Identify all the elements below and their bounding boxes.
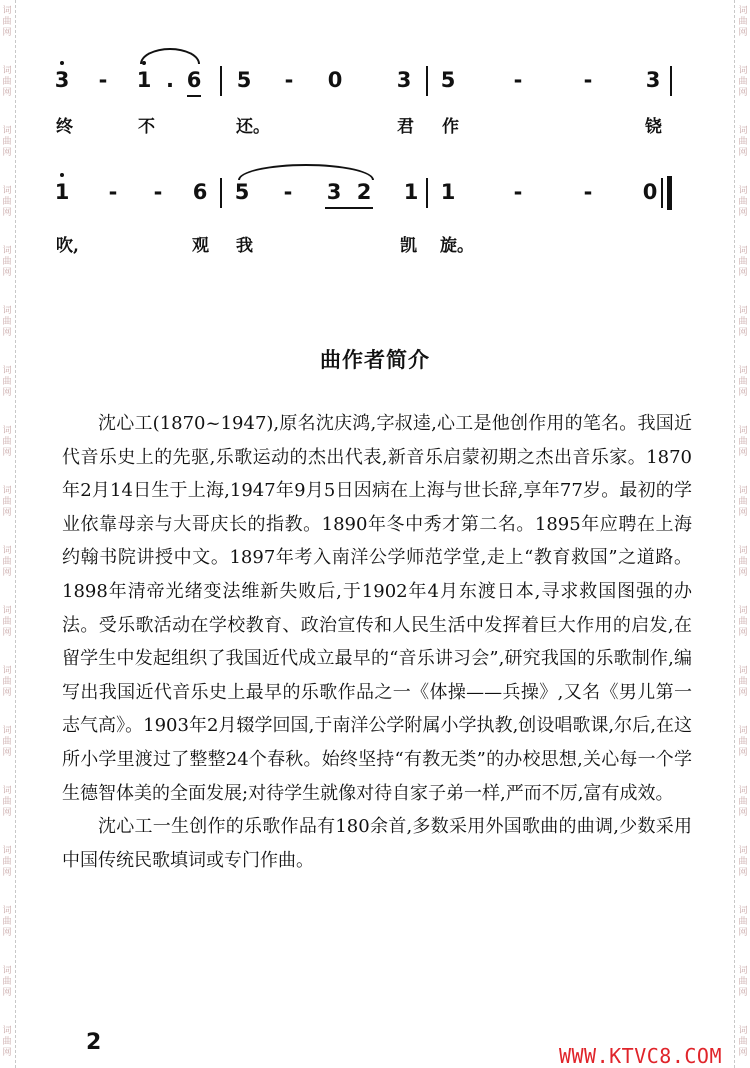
- note-dot: .: [166, 68, 174, 92]
- watermark-glyphs: [1, 786, 13, 819]
- watermark-glyph: 网: [2, 748, 12, 758]
- watermark-glyph: 曲: [2, 497, 12, 507]
- watermark-glyphs: [1, 546, 13, 579]
- watermark-glyph: 词: [2, 66, 12, 76]
- watermark-glyph: 词: [2, 546, 12, 556]
- watermark-glyph: 网: [2, 328, 12, 338]
- eighth-underline: [187, 95, 201, 97]
- watermark-glyph: 网: [738, 568, 748, 578]
- watermark-glyphs: [1, 6, 13, 39]
- watermark-glyph: 词: [2, 786, 12, 796]
- slur-arc: [238, 164, 374, 180]
- watermark-glyph: 曲: [738, 17, 748, 27]
- note-dash: -: [583, 68, 593, 92]
- watermark-glyph: 曲: [2, 737, 12, 747]
- watermark-glyph: 网: [2, 508, 12, 518]
- watermark-glyph: 词: [2, 306, 12, 316]
- section-title: 曲作者简介: [320, 348, 430, 372]
- paragraph: 沈心工(1870~1947),原名沈庆鸿,字叔逵,心工是他创作用的笔名。我国近代音乐史上的先驱,乐歌运动的杰出代表,新音乐启蒙初期之杰出音乐家。1870年2月14日生于上海,1947年9月5日因病在上海与世长辞,享年77岁。最初的学业依靠母亲与大哥庆长的指教。1890年冬中秀才第二名。1895年应聘在上海约翰书院讲授中文。1897年考入南洋公学师范学堂,走上“教育救国”之道路。1898年清帝光绪变法维新失败后,于1902年4月东渡日本,寻求救国图强的办法。受乐歌活动在学校教育、政治宣传和人民生活中发挥着巨大作用的启发,在留学生中发起组织了我国近代成立最早的“音乐讲习会”,研究我国的乐歌制作,编写出我国近代音乐史上最早的乐歌作品之一《体操——兵操》,又名《男儿第一志气高》。1903年2月辍学回国,于南洋公学附属小学执教,创设唱歌课,尔后,在这所小学里渡过了整整24个春秋。始终坚持“有教无类”的办校思想,关心每一个学生德智体美的全面发展;对待学生就像对待自家子弟一样,严而不厉,富有成效。: [62, 413, 692, 804]
- watermark-glyph: 网: [738, 388, 748, 398]
- watermark-glyph: 曲: [2, 797, 12, 807]
- watermark-glyph: 网: [2, 568, 12, 578]
- lyric: 终: [56, 117, 73, 137]
- watermark-glyph: 词: [2, 1026, 12, 1036]
- lyric: 不: [138, 117, 155, 137]
- watermark-glyph: 词: [738, 906, 748, 916]
- watermark-glyph: 词: [2, 246, 12, 256]
- watermark-glyph: 网: [2, 628, 12, 638]
- left-dashed-border: [15, 0, 16, 1068]
- note-dash: -: [108, 180, 118, 204]
- watermark-glyphs: [737, 666, 749, 699]
- watermark-glyph: 曲: [738, 677, 748, 687]
- watermark-glyph: 曲: [2, 857, 12, 867]
- watermark-glyph: 词: [738, 966, 748, 976]
- watermark-glyph: 曲: [738, 797, 748, 807]
- barline: [220, 66, 222, 96]
- watermark-glyph: 词: [738, 606, 748, 616]
- watermark-glyph: 网: [2, 928, 12, 938]
- watermark-glyph: 词: [738, 66, 748, 76]
- watermark-glyphs: [737, 726, 749, 759]
- note: 1: [54, 180, 70, 204]
- watermark-glyph: 曲: [2, 257, 12, 267]
- watermark-glyph: 曲: [738, 197, 748, 207]
- watermark-glyph: 网: [2, 88, 12, 98]
- lyric: 观: [192, 236, 209, 256]
- watermark-glyph: 曲: [738, 377, 748, 387]
- site-watermark-url: WWW.KTVC8.COM: [558, 1044, 722, 1068]
- watermark-glyph: 曲: [738, 857, 748, 867]
- watermark-glyph: 词: [2, 366, 12, 376]
- note-dash: -: [583, 180, 593, 204]
- watermark-glyph: 网: [2, 148, 12, 158]
- watermark-glyph: 词: [738, 126, 748, 136]
- right-dashed-border: [734, 0, 735, 1068]
- note-dash: -: [284, 68, 294, 92]
- watermark-glyphs: [1, 486, 13, 519]
- watermark-glyph: 网: [738, 208, 748, 218]
- watermark-glyph: 词: [738, 546, 748, 556]
- watermark-glyph: 网: [738, 508, 748, 518]
- watermark-glyph: 网: [738, 28, 748, 38]
- watermark-glyphs: [1, 666, 13, 699]
- note: 3: [54, 68, 70, 92]
- watermark-glyph: 词: [2, 606, 12, 616]
- watermark-glyphs: [1, 846, 13, 879]
- watermark-glyph: 词: [2, 906, 12, 916]
- note: 3: [396, 68, 412, 92]
- watermark-glyphs: [737, 786, 749, 819]
- right-watermark-strip: [734, 0, 750, 1068]
- watermark-glyph: 曲: [738, 257, 748, 267]
- watermark-glyphs: [737, 966, 749, 999]
- watermark-glyph: 曲: [2, 17, 12, 27]
- watermark-glyph: 曲: [738, 137, 748, 147]
- watermark-glyph: 网: [738, 328, 748, 338]
- lyric: 君: [397, 117, 414, 137]
- watermark-glyph: 曲: [738, 437, 748, 447]
- watermark-glyph: 词: [738, 246, 748, 256]
- watermark-glyph: 曲: [738, 317, 748, 327]
- eighth-underline: [325, 207, 373, 209]
- watermark-glyph: 词: [738, 726, 748, 736]
- watermark-glyph: 曲: [738, 737, 748, 747]
- watermark-glyph: 词: [2, 726, 12, 736]
- note: 5: [440, 68, 456, 92]
- note: 5: [236, 68, 252, 92]
- slur-arc: [140, 48, 200, 64]
- watermark-glyph: 网: [2, 1048, 12, 1058]
- watermark-glyph: 曲: [2, 197, 12, 207]
- watermark-glyph: 词: [2, 486, 12, 496]
- watermark-glyph: 词: [738, 366, 748, 376]
- watermark-glyph: 词: [738, 846, 748, 856]
- watermark-glyph: 曲: [2, 137, 12, 147]
- left-watermark-strip: [0, 0, 16, 1068]
- watermark-glyphs: [737, 606, 749, 639]
- watermark-glyph: 曲: [2, 977, 12, 987]
- note-dash: -: [283, 180, 293, 204]
- lyric: 铙: [645, 117, 662, 137]
- watermark-glyph: 网: [738, 748, 748, 758]
- note: 1: [136, 68, 152, 92]
- watermark-glyphs: [737, 426, 749, 459]
- barline: [220, 178, 222, 208]
- watermark-glyph: 词: [738, 1026, 748, 1036]
- watermark-glyph: 曲: [2, 1037, 12, 1047]
- watermark-glyphs: [737, 546, 749, 579]
- watermark-glyph: 曲: [738, 1037, 748, 1047]
- note: 3: [645, 68, 661, 92]
- lyrics-row-1: [0, 112, 750, 142]
- watermark-glyph: 网: [738, 868, 748, 878]
- watermark-glyphs: [1, 1026, 13, 1059]
- watermark-glyph: 曲: [738, 977, 748, 987]
- watermark-glyph: 曲: [2, 917, 12, 927]
- score-row-2: [0, 174, 750, 214]
- final-barline-thin: [661, 178, 663, 208]
- watermark-glyphs: [1, 906, 13, 939]
- watermark-glyph: 词: [738, 786, 748, 796]
- watermark-glyph: 曲: [2, 617, 12, 627]
- watermark-glyph: 曲: [2, 77, 12, 87]
- final-barline-thick: [667, 176, 672, 210]
- watermark-glyphs: [1, 966, 13, 999]
- score-row-1: [0, 62, 750, 102]
- watermark-glyph: 词: [2, 186, 12, 196]
- watermark-glyph: 曲: [738, 557, 748, 567]
- watermark-glyph: 曲: [738, 497, 748, 507]
- watermark-glyph: 词: [2, 426, 12, 436]
- lyric: 作: [442, 117, 459, 137]
- note-dash: -: [153, 180, 163, 204]
- watermark-glyph: 网: [738, 448, 748, 458]
- watermark-glyph: 词: [2, 666, 12, 676]
- lyric: 我: [236, 236, 253, 256]
- watermark-glyph: 网: [2, 988, 12, 998]
- watermark-glyphs: [1, 726, 13, 759]
- note-dash: -: [513, 180, 523, 204]
- watermark-glyph: 网: [2, 448, 12, 458]
- watermark-glyph: 曲: [738, 917, 748, 927]
- watermark-glyph: 网: [2, 208, 12, 218]
- note: 5: [234, 180, 250, 204]
- lyrics-row-2: [0, 231, 750, 261]
- note-dash: -: [513, 68, 523, 92]
- watermark-glyph: 网: [2, 388, 12, 398]
- watermark-glyph: 词: [738, 306, 748, 316]
- page-number: 2: [86, 1030, 102, 1055]
- watermark-glyphs: [1, 606, 13, 639]
- watermark-glyph: 网: [738, 88, 748, 98]
- watermark-glyph: 网: [738, 928, 748, 938]
- watermark-glyph: 词: [738, 186, 748, 196]
- watermark-glyphs: [737, 6, 749, 39]
- watermark-glyphs: [737, 1026, 749, 1059]
- note: 6: [186, 68, 202, 92]
- watermark-glyphs: [1, 306, 13, 339]
- note: 0: [642, 180, 658, 204]
- barline: [426, 66, 428, 96]
- composer-biography: [62, 407, 692, 877]
- watermark-glyph: 网: [2, 808, 12, 818]
- watermark-glyph: 词: [738, 6, 748, 16]
- watermark-glyph: 网: [738, 688, 748, 698]
- watermark-glyph: 网: [738, 1048, 748, 1058]
- watermark-glyph: 网: [2, 688, 12, 698]
- watermark-glyph: 词: [2, 846, 12, 856]
- watermark-glyph: 词: [738, 486, 748, 496]
- lyric: 旋。: [440, 236, 474, 256]
- note: 1: [403, 180, 419, 204]
- lyric: 还。: [236, 117, 270, 137]
- watermark-glyph: 曲: [738, 617, 748, 627]
- watermark-glyph: 网: [738, 628, 748, 638]
- watermark-glyph: 词: [2, 966, 12, 976]
- watermark-glyph: 曲: [2, 317, 12, 327]
- barline: [426, 178, 428, 208]
- watermark-glyph: 词: [2, 126, 12, 136]
- watermark-glyphs: [1, 426, 13, 459]
- watermark-glyphs: [737, 846, 749, 879]
- lyric: 吹,: [56, 236, 79, 256]
- watermark-glyphs: [737, 486, 749, 519]
- watermark-glyph: 曲: [2, 437, 12, 447]
- watermark-glyph: 词: [738, 666, 748, 676]
- watermark-glyph: 词: [2, 6, 12, 16]
- note: 3: [326, 180, 342, 204]
- watermark-glyphs: [737, 906, 749, 939]
- note: 1: [440, 180, 456, 204]
- watermark-glyph: 网: [738, 988, 748, 998]
- watermark-glyph: 网: [738, 808, 748, 818]
- watermark-glyphs: [737, 306, 749, 339]
- watermark-glyph: 网: [2, 268, 12, 278]
- watermark-glyph: 词: [738, 426, 748, 436]
- paragraph: 沈心工一生创作的乐歌作品有180余首,多数采用外国歌曲的曲调,少数采用中国传统民歌填词或专门作曲。: [62, 816, 692, 871]
- watermark-glyph: 曲: [2, 557, 12, 567]
- watermark-glyph: 网: [2, 868, 12, 878]
- barline: [670, 66, 672, 96]
- note: 2: [356, 180, 372, 204]
- watermark-glyph: 网: [738, 148, 748, 158]
- note: 0: [327, 68, 343, 92]
- note-dash: -: [98, 68, 108, 92]
- high-octave-dot: [60, 61, 64, 65]
- lyric: 凯: [400, 236, 417, 256]
- watermark-glyph: 网: [738, 268, 748, 278]
- note: 6: [192, 180, 208, 204]
- high-octave-dot: [60, 173, 64, 177]
- watermark-glyph: 网: [2, 28, 12, 38]
- watermark-glyph: 曲: [738, 77, 748, 87]
- watermark-glyph: 曲: [2, 677, 12, 687]
- watermark-glyph: 曲: [2, 377, 12, 387]
